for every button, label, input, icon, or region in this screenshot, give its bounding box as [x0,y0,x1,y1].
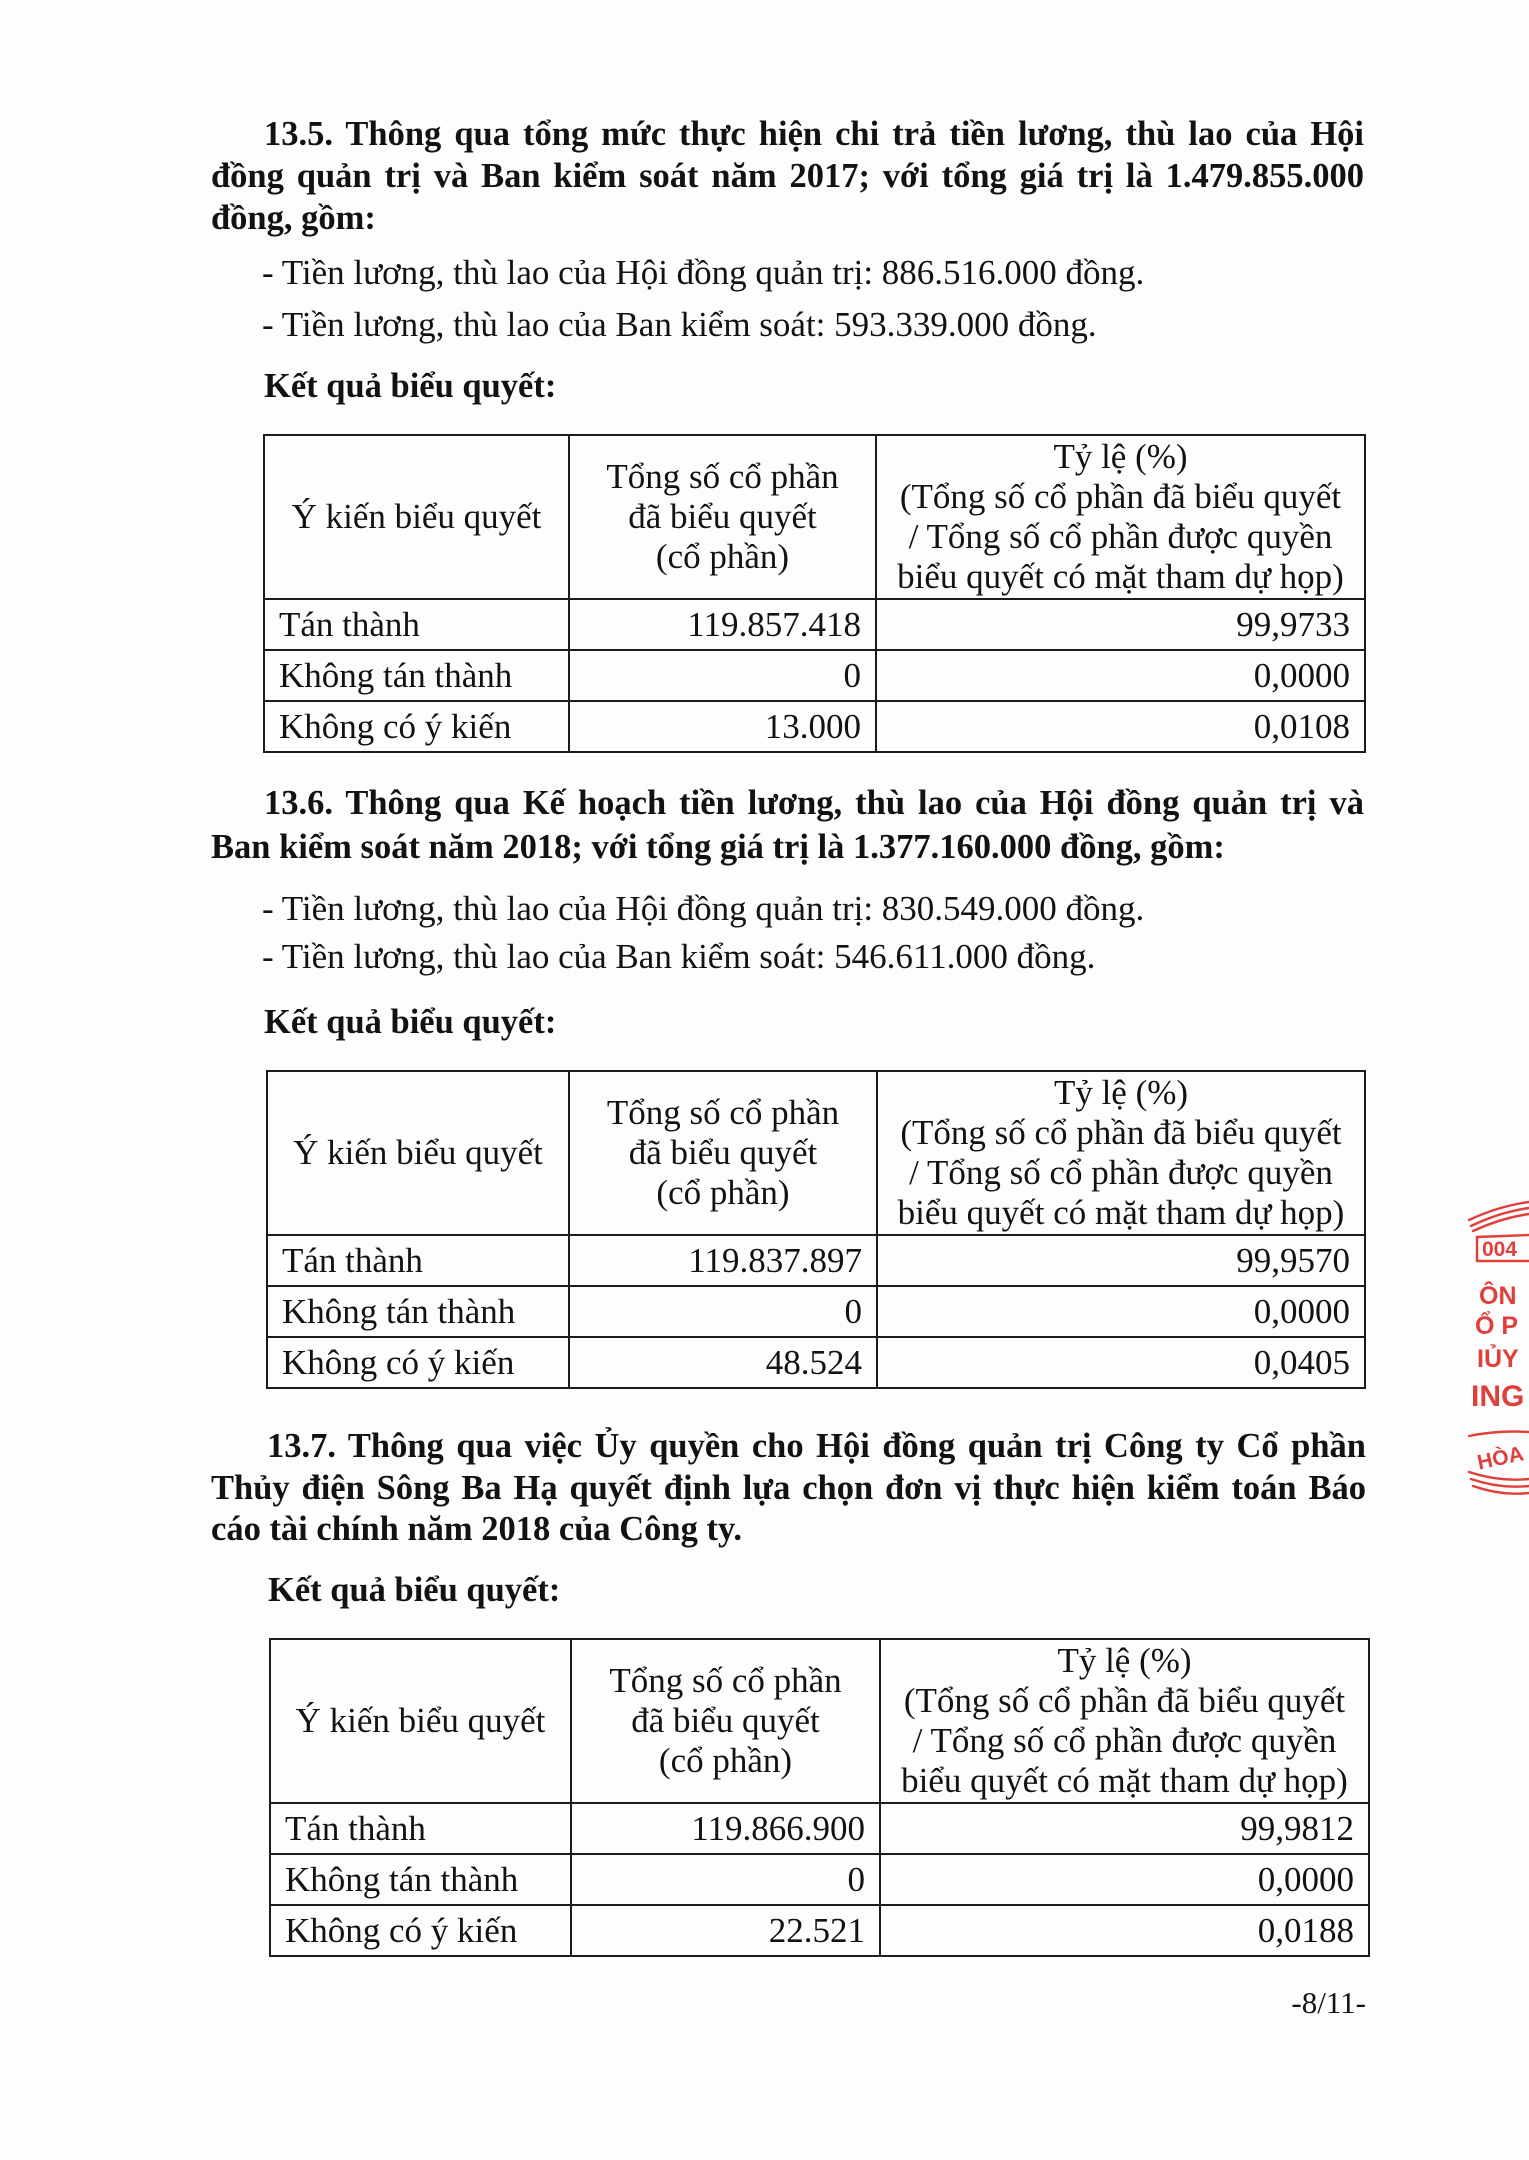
header-shares-line: đã biểu quyết [628,497,817,536]
header-shares [569,435,876,599]
opinion-cell: Tán thành [270,1803,571,1854]
bullet-item: - Tiền lương, thù lao của Hội đồng quản trị: 886.516.000 đồng. [262,253,1145,292]
ratio-cell: 0,0000 [877,1286,1365,1337]
red-company-stamp [1455,1200,1529,1500]
opinion-cell: Không tán thành [267,1286,569,1337]
shares-cell: 13.000 [569,701,876,752]
header-opinion-label: Ý kiến biểu quyết [291,497,542,536]
section-heading-line: 13.6. Thông qua Kế hoạch tiền lương, thù lao của Hội đồng quản trị và [264,784,1364,822]
section-heading-line: Ban kiểm soát năm 2018; với tổng giá trị là 1.377.160.000 đồng, gồm: [211,828,1225,866]
header-ratio-line: biểu quyết có mặt tham dự họp) [901,1761,1348,1800]
header-ratio-line: / Tổng số cổ phần được quyền [908,517,1333,556]
ratio-cell: 0,0000 [876,650,1365,701]
opinion-cell: Tán thành [267,1235,569,1286]
section-heading-line: đồng quản trị và Ban kiểm soát năm 2017; với tổng giá trị là 1.479.855.000 [211,157,1364,195]
header-shares-line: (cổ phần) [658,1741,793,1780]
voting-result-table [266,1070,1366,1389]
voting-result-label: Kết quả biểu quyết: [268,1571,561,1609]
table-row [264,701,1365,752]
page-number: -8/11- [1291,1985,1366,2020]
header-shares-line: đã biểu quyết [631,1701,820,1740]
header-shares [571,1639,880,1803]
header-shares-line: Tổng số cổ phần [606,457,839,496]
header-ratio-line: Tỷ lệ (%) [1053,437,1188,476]
table-row [267,1286,1365,1337]
opinion-cell: Không có ý kiến [264,701,569,752]
header-opinion-label: Ý kiến biểu quyết [293,1133,543,1172]
header-ratio-line: biểu quyết có mặt tham dự họp) [897,557,1344,596]
voting-result-table [269,1638,1370,1957]
bullet-item: - Tiền lương, thù lao của Ban kiểm soát: 546.611.000 đồng. [262,937,1096,976]
shares-cell: 0 [569,1286,877,1337]
header-opinion-label: Ý kiến biểu quyết [295,1701,546,1740]
header-ratio-line: (Tổng số cổ phần đã biểu quyết [900,1113,1342,1152]
section-heading-line: Thủy điện Sông Ba Hạ quyết định lựa chọn đơn vị thực hiện kiểm toán Báo [211,1469,1366,1507]
ratio-cell: 99,9733 [876,599,1365,650]
stamp-text: Ổ P [1475,1312,1519,1340]
opinion-cell: Tán thành [264,599,569,650]
table-row [267,1337,1365,1388]
section-heading-line: 13.5. Thông qua tổng mức thực hiện chi trả tiền lương, thù lao của Hội [264,115,1364,153]
table-row [270,1905,1369,1956]
table-header-row [264,435,1365,599]
opinion-cell: Không có ý kiến [267,1337,569,1388]
opinion-cell: Không có ý kiến [270,1905,571,1956]
header-ratio-line: (Tổng số cổ phần đã biểu quyết [903,1681,1346,1720]
table-row [267,1235,1365,1286]
header-ratio [876,435,1365,599]
header-ratio [880,1639,1369,1803]
ratio-cell: 0,0405 [877,1337,1365,1388]
header-ratio-line: Tỷ lệ (%) [1053,1073,1189,1112]
shares-cell: 0 [571,1854,880,1905]
shares-cell: 119.837.897 [569,1235,877,1286]
ratio-cell: 99,9812 [880,1803,1369,1854]
table-header-row [267,1071,1365,1235]
ratio-cell: 0,0108 [876,701,1365,752]
header-ratio-line: / Tổng số cổ phần được quyền [909,1153,1333,1192]
header-opinion [264,435,569,599]
stamp-text: ÔN [1479,1282,1517,1310]
header-ratio [877,1071,1365,1235]
opinion-cell: Không tán thành [270,1854,571,1905]
shares-cell: 48.524 [569,1337,877,1388]
shares-cell: 119.866.900 [571,1803,880,1854]
ratio-cell: 0,0000 [880,1854,1369,1905]
header-shares [569,1071,877,1235]
voting-result-label: Kết quả biểu quyết: [264,367,557,405]
stamp-text: 004 [1482,1238,1518,1261]
voting-result-label: Kết quả biểu quyết: [264,1003,557,1041]
ratio-cell: 0,0188 [880,1905,1369,1956]
shares-cell: 22.521 [571,1905,880,1956]
header-shares-line: (cổ phần) [656,1173,790,1212]
header-opinion [267,1071,569,1235]
section-heading-line: cáo tài chính năm 2018 của Công ty. [211,1510,742,1548]
table-header-row [270,1639,1369,1803]
table-row [264,650,1365,701]
header-ratio-line: biểu quyết có mặt tham dự họp) [897,1193,1345,1232]
header-ratio-line: (Tổng số cổ phần đã biểu quyết [899,477,1342,516]
shares-cell: 119.857.418 [569,599,876,650]
ratio-cell: 99,9570 [877,1235,1365,1286]
header-shares-line: Tổng số cổ phần [609,1661,842,1700]
header-ratio-line: / Tổng số cổ phần được quyền [912,1721,1337,1760]
section-heading-line: đồng, gồm: [211,199,376,237]
stamp-text: ING [1471,1380,1525,1413]
header-ratio-line: Tỷ lệ (%) [1057,1641,1192,1680]
header-shares-line: đã biểu quyết [628,1133,818,1172]
bullet-item: - Tiền lương, thù lao của Hội đồng quản trị: 830.549.000 đồng. [262,889,1145,928]
opinion-cell: Không tán thành [264,650,569,701]
header-shares-line: Tổng số cổ phần [606,1093,840,1132]
table-row [264,599,1365,650]
stamp-text: IỦY [1477,1345,1519,1373]
table-row [270,1854,1369,1905]
shares-cell: 0 [569,650,876,701]
section-heading-line: 13.7. Thông qua việc Ủy quyền cho Hội đồng quản trị Công ty Cổ phần [267,1427,1366,1465]
header-shares-line: (cổ phần) [655,537,790,576]
voting-result-table [263,434,1366,753]
stamp-text: HÒA [1475,1442,1526,1475]
table-row [270,1803,1369,1854]
header-opinion [270,1639,571,1803]
bullet-item: - Tiền lương, thù lao của Ban kiểm soát: 593.339.000 đồng. [262,305,1097,344]
